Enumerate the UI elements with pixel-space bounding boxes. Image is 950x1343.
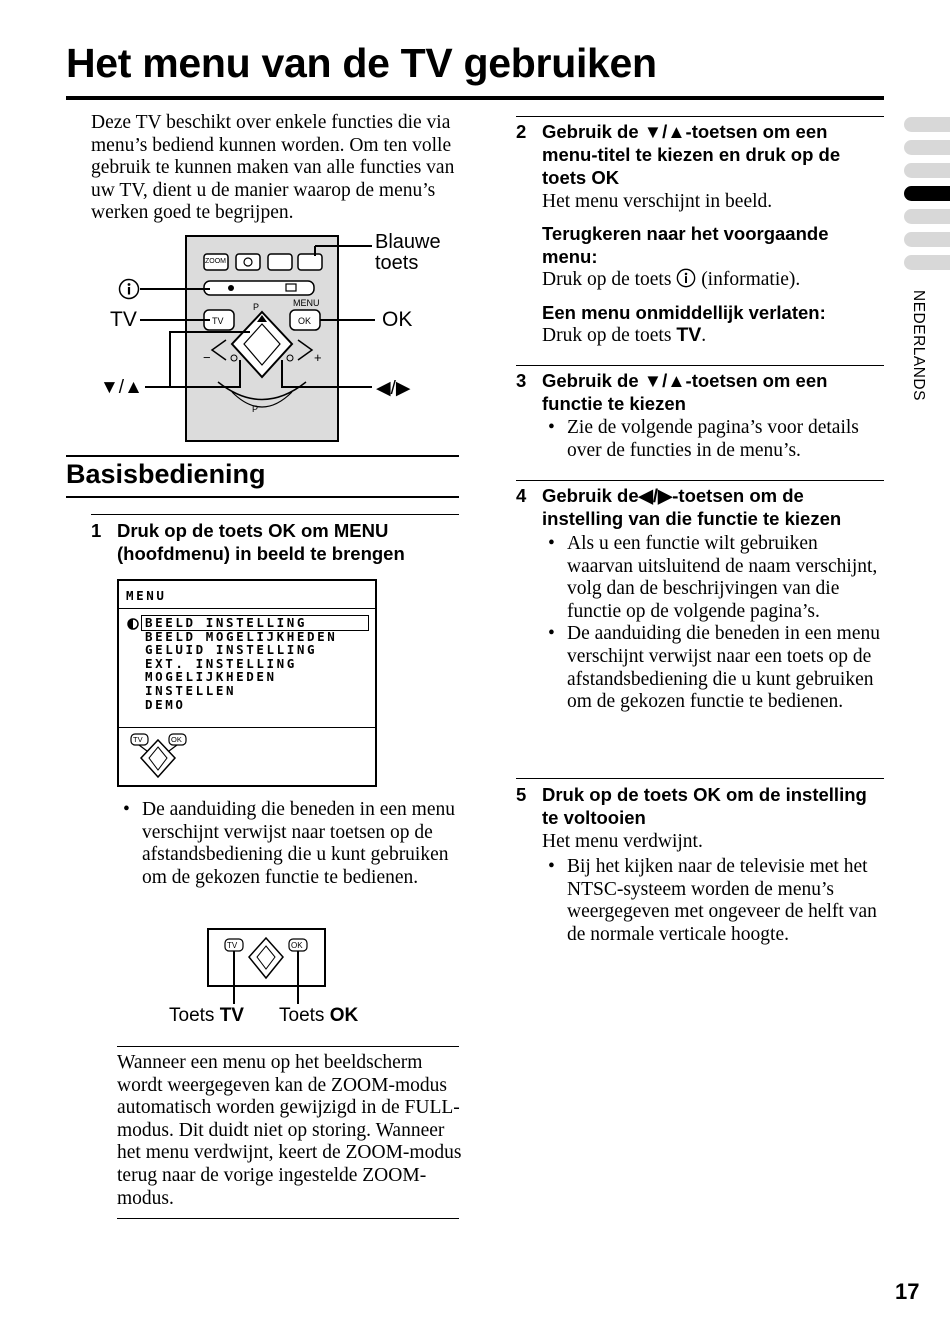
step2-head-a: Gebruik de [542,121,644,142]
info-icon [118,278,140,305]
side-tab-active [904,186,950,201]
step3-bullet-list [542,417,884,462]
step4-heading [516,484,884,530]
step1-rule [91,514,459,515]
step2-sub1-body [542,268,800,295]
remote-p-top-label: P [253,302,260,312]
step5-ok-key: OK [693,784,721,805]
step2-sub1-heading: Terugkeren naar het voorgaande menu: [542,223,829,267]
step2-sub2-heading: Een menu onmiddellijk verlaten: [542,302,826,323]
list-item: • De aanduiding die beneden in een menu verschijnt verwijst naar een toets op de afstandsbediening die u kunt gebruiken om de gekozen functie te bedienen. [542,623,884,713]
remote-plus-label: + [314,350,322,365]
side-tab [904,209,950,224]
step3-head-a: Gebruik de [542,370,644,391]
menu-item[interactable]: GELUID INSTELLING [145,642,318,658]
menu-item[interactable]: BEELD INSTELLING [145,615,308,630]
step1-heading [91,519,459,565]
section-rule-top [66,455,459,457]
side-tab [904,117,950,132]
ok-callout-label: OK [382,308,413,331]
menu-screen-title: MENU [126,588,167,603]
step4-head-b: -toetsen om de instelling van die functie te kiezen [542,485,842,529]
menu-footer-keys [129,733,199,779]
intro-text: Deze TV beschikt over enkele functies die via menu’s bediend kunnen worden. Om ten volle gebruik te kunnen maken van alle functies van uw TV, dient u de manier waarop de menu’s werken goed te begrijpen. [91,112,455,224]
step3-head-b: -toetsen om een functie te kiezen [542,370,828,414]
toets-tv-prefix: Toets [169,1005,220,1026]
step3-updown-symbol: ▼/▲ [643,370,686,391]
remote-minus-label: − [203,350,211,365]
step2-heading [516,120,884,189]
blue-button-label: Blauwe toets [375,231,441,274]
toets-tv-key: TV [219,1005,244,1026]
step2-sub2-tv-key: TV [676,324,702,346]
menu-selector-icon [127,617,139,635]
list-item: • Als u een functie wilt gebruiken waarvan uitsluitend de naam verschijnt, volg dan de beschrijvingen van die functie op de volgende pagina’s. [542,533,884,623]
step2-rule [516,116,884,117]
menu-items-list [145,616,337,711]
step5-head-a: Druk op de toets [542,784,694,805]
menu-item[interactable]: DEMO [145,696,186,712]
language-label: NEDERLANDS [910,290,927,401]
list-item: • De aanduiding die beneden in een menu verschijnt verwijst naar toetsen op de afstandsbediening die u kunt gebruiken om de gekozen functie te bedienen. [117,799,462,889]
side-tab [904,232,950,247]
step1-ok-key: OK [268,520,296,541]
step1-text-a: Druk op de toets [117,520,269,541]
toets-ok-prefix: Toets [279,1005,330,1026]
step2-sub2-body-a: Druk op de toets [542,325,677,346]
menu-footer-ok: OK [171,735,182,744]
list-item: • Zie de volgende pagina’s voor details over de functies in de menu’s. [542,417,884,462]
page-number: 17 [895,1279,920,1304]
list-item: • Bij het kijken naar de televisie met het NTSC-systeem worden de menu’s weergegeven met ongeveer de helft van de normale verticale hoogte. [542,856,884,946]
step4-rule [516,480,884,481]
step5-bullet-list [542,856,884,946]
remote-p-bottom-label: P [252,404,259,414]
key-diagram-tv: TV [227,941,238,950]
title-rule [66,96,884,100]
menu-title-divider [119,608,375,609]
step5-head-b: om de instelling te voltooien [542,784,867,828]
step1-number: 1 [91,520,102,541]
step2-ok-key: OK [591,167,620,188]
step4-head-a: Gebruik de [542,485,639,506]
side-tab [904,255,950,270]
section-rule-bottom [66,496,459,498]
key-diagram-ok: OK [291,941,303,950]
step3-number: 3 [516,370,527,391]
side-tab [904,140,950,155]
step2-updown-symbol: ▼/▲ [643,121,686,142]
step2-sub1-body-a: Druk op de toets [542,269,677,290]
toets-ok-label [279,1005,358,1027]
step4-number: 4 [516,485,527,506]
menu-item[interactable]: INSTELLEN [145,682,237,698]
step2-number: 2 [516,121,527,142]
key-diagram [165,928,375,1032]
step3-rule [516,365,884,366]
menu-screen [117,579,377,787]
toets-tv-label [169,1005,244,1027]
menu-item[interactable]: BEELD MOGELIJKHEDEN [145,628,338,644]
step4-leftright-symbol: ◀/▶ [638,485,673,506]
step5-body: Het menu verdwijnt. [542,831,703,852]
menu-footer-divider [119,727,375,728]
step1-text-b: om MENU (hoofdmenu) in beeld te brengen [117,520,405,564]
step2-sub2-body [542,324,706,348]
step4-bullet-list [542,533,884,714]
step2-sub1-body-b: (informatie). [696,269,801,290]
remote-ok-btn-label: OK [298,316,312,326]
step2-sub2-body-b: . [701,325,707,346]
toets-ok-key: OK [329,1005,359,1026]
remote-tv-btn-label: TV [212,316,224,326]
side-tab [904,163,950,178]
left-bullet-list [117,799,462,889]
remote-illustration [100,232,460,442]
note-text: Wanneer een menu op het beeldscherm wordt weergegeven kan de ZOOM-modus automatisch worden gewijzigd in de FULL-modus. Dit duidt niet op storing. Wanneer het menu verdwijnt, keert de ZOOM-modus terug naar de vorige ingestelde ZOOM-modus. [117,1052,462,1209]
step2-head-b: -toetsen om een menu-titel te kiezen en druk op de toets [542,121,841,188]
menu-footer-tv: TV [133,735,143,744]
leftright-callout-label: ◀/▶ [376,378,411,399]
step2-body: Het menu verschijnt in beeld. [542,191,773,212]
menu-item[interactable]: MOGELIJKHEDEN [145,669,277,685]
note-rule-top [117,1046,459,1047]
tv-callout-label: TV [110,308,137,331]
info-icon [676,268,696,295]
remote-menu-label: MENU [293,298,320,308]
step3-heading [516,369,884,415]
step5-heading [516,783,884,829]
section-heading: Basisbediening [66,459,266,489]
updown-callout-label: ▼/▲ [100,377,143,398]
step5-number: 5 [516,784,527,805]
step5-rule [516,778,884,779]
menu-item[interactable]: EXT. INSTELLING [145,655,297,671]
page-title: Het menu van de TV gebruiken [66,40,657,86]
note-rule-bottom [117,1218,459,1219]
remote-zoom-label: ZOOM [205,258,226,265]
